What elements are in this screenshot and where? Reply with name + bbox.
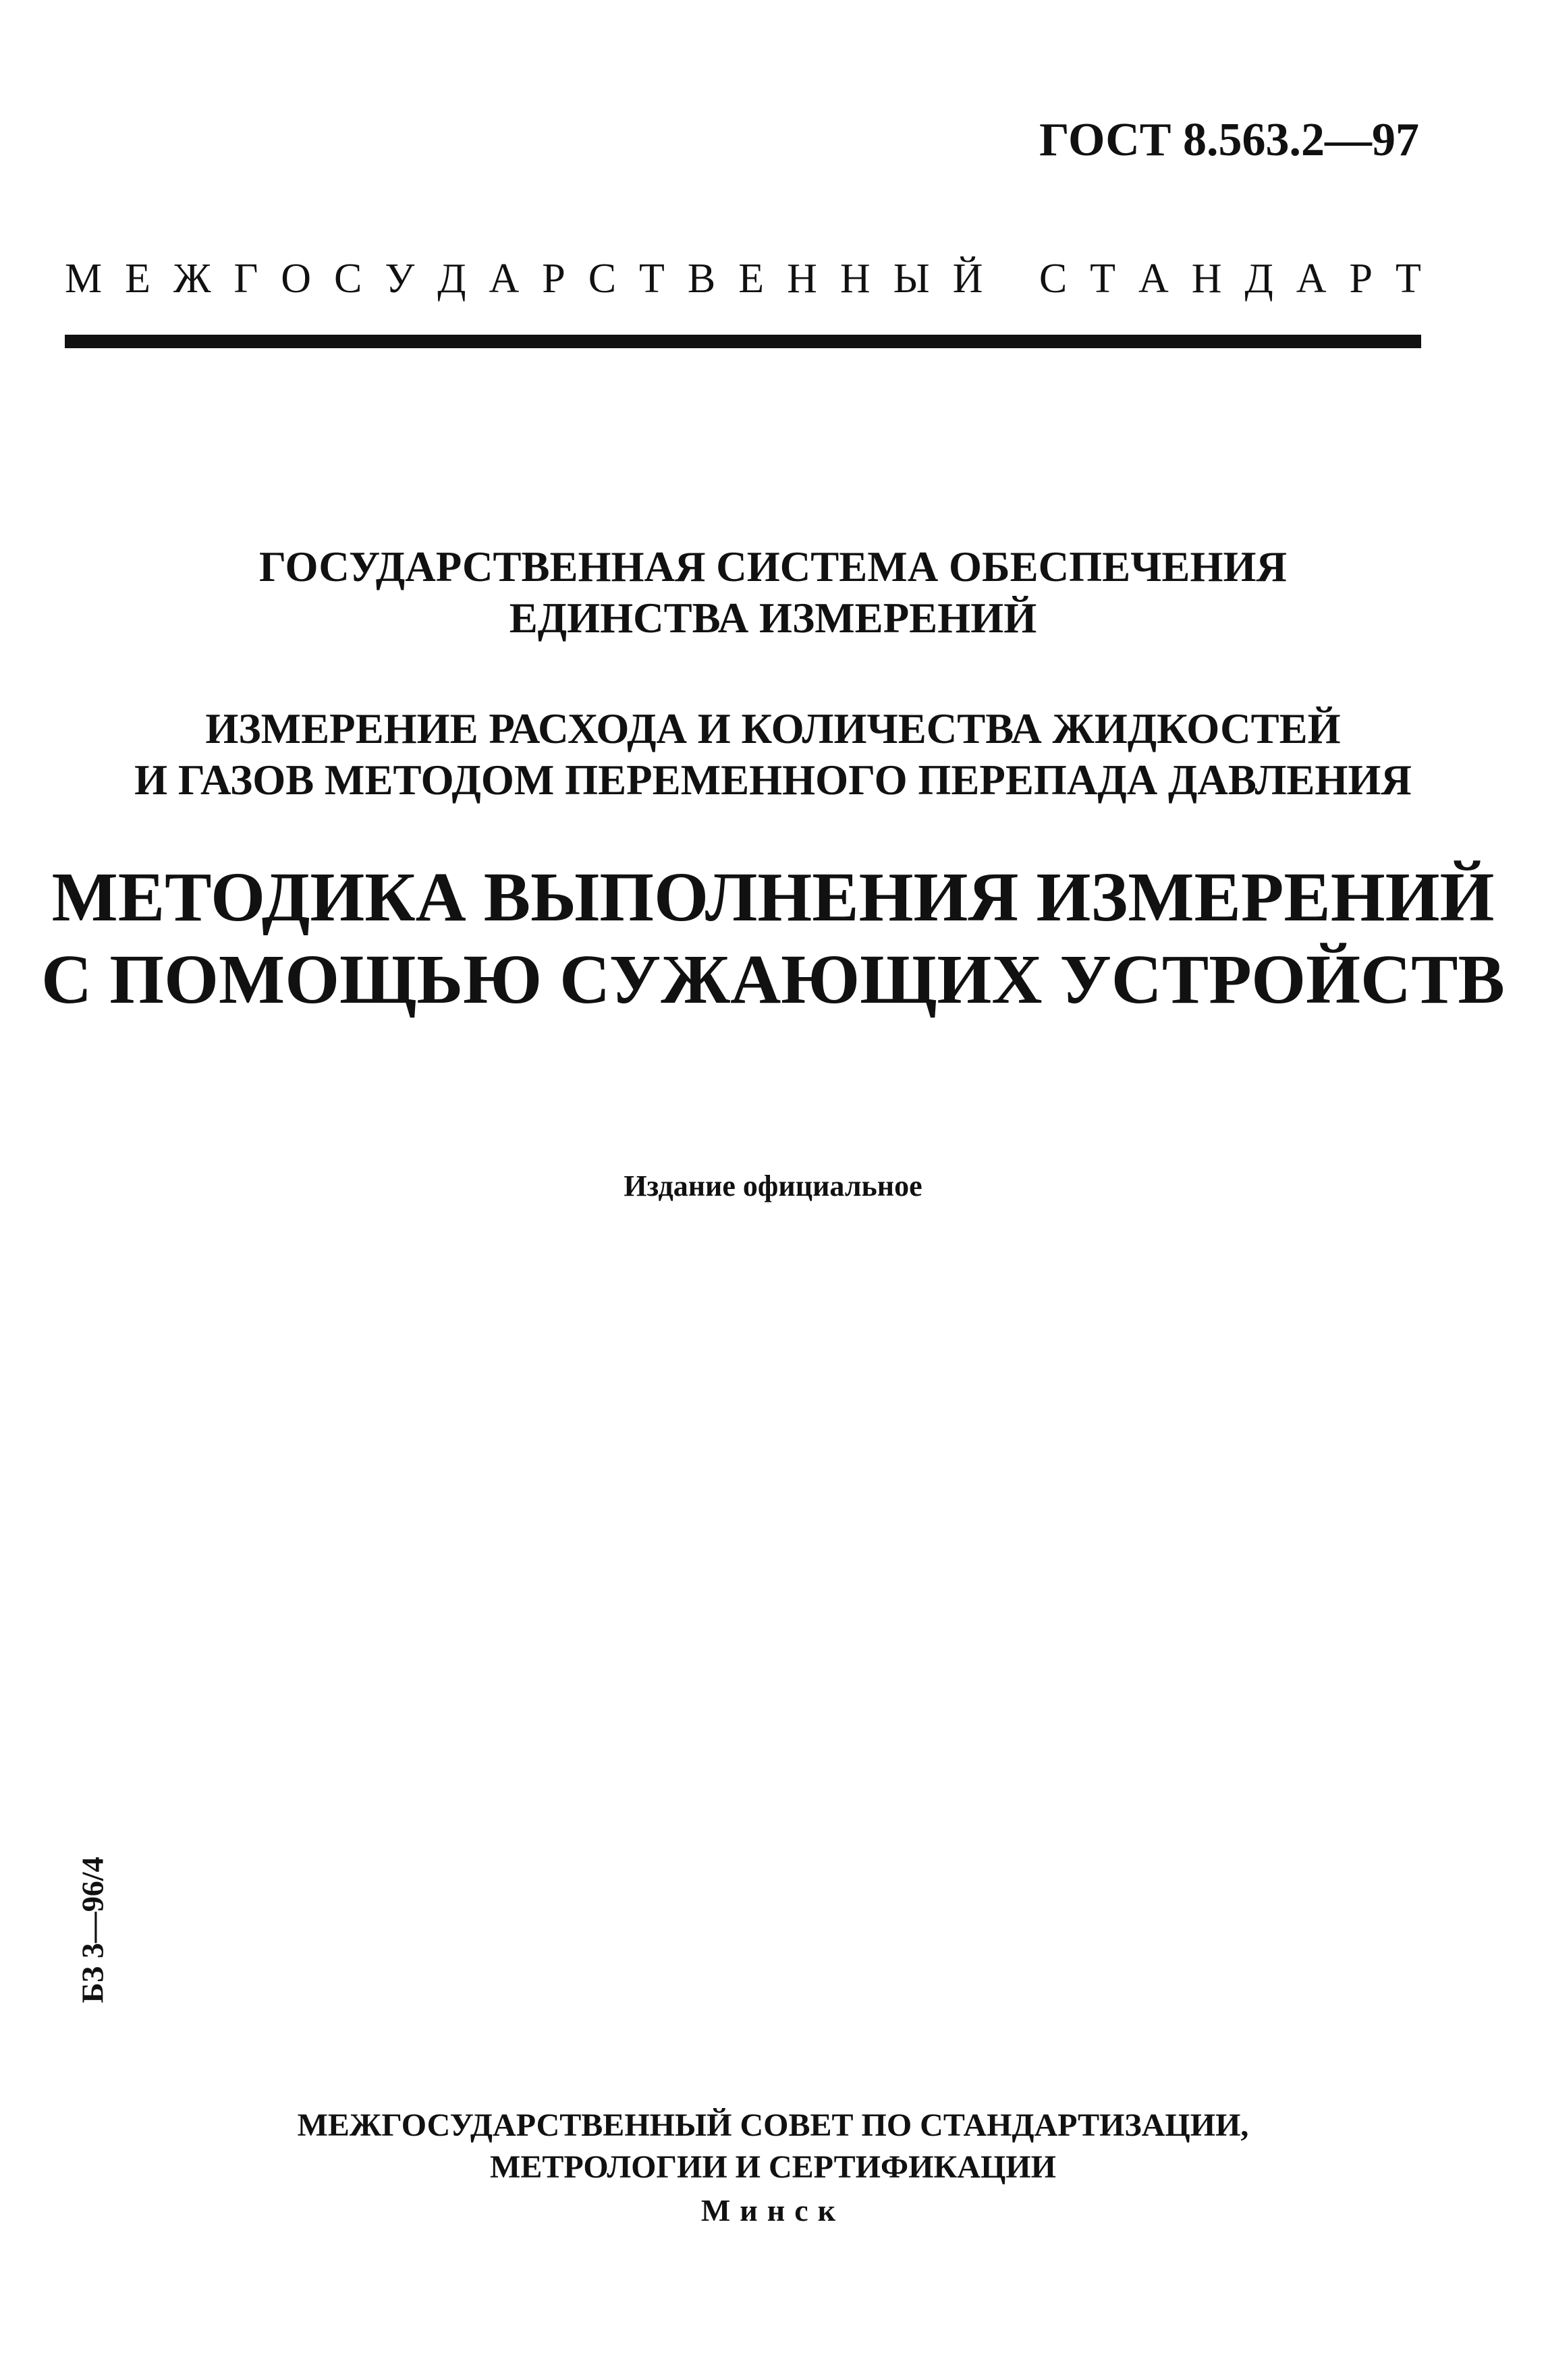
standard-type-letter: Т bbox=[1395, 256, 1421, 302]
publisher-line-2: МЕТРОЛОГИИ И СЕРТИФИКАЦИИ bbox=[490, 2149, 1056, 2185]
standard-type-letter: Р bbox=[1349, 256, 1373, 302]
publisher-city: Минск bbox=[700, 2193, 846, 2227]
standard-type-letter: С bbox=[1039, 256, 1068, 302]
standard-type-letter: С bbox=[334, 256, 362, 302]
standard-type-letter: Д bbox=[1244, 256, 1273, 302]
system-title-line-1: ГОСУДАРСТВЕННАЯ СИСТЕМА ОБЕСПЕЧЕНИЯ bbox=[259, 543, 1287, 590]
standard-type-letter: Т bbox=[1090, 256, 1116, 302]
standard-type-heading bbox=[65, 255, 1421, 303]
standard-type-letter: Н bbox=[1191, 256, 1222, 302]
standard-type-letter: Е bbox=[125, 256, 150, 302]
catalog-code: БЗ 3—96/4 bbox=[75, 1856, 110, 2003]
edition-label: Издание официальное bbox=[624, 1169, 922, 1202]
standard-type-letter: Р bbox=[542, 256, 565, 302]
standard-type-letter: О bbox=[281, 256, 312, 302]
standard-type-letter: Й bbox=[952, 256, 983, 302]
standard-type-letter: Е bbox=[738, 256, 765, 302]
standard-type-letter: Н bbox=[787, 256, 817, 302]
gost-number: ГОСТ 8.563.2—97 bbox=[1039, 114, 1419, 166]
standard-type-letter: М bbox=[65, 256, 103, 302]
publisher-line-1: МЕЖГОСУДАРСТВЕННЫЙ СОВЕТ ПО СТАНДАРТИЗАЦИИ, bbox=[297, 2107, 1249, 2143]
standard-type-word-gap bbox=[1005, 255, 1016, 303]
standard-type-letter: А bbox=[489, 256, 520, 302]
method-title-line-2: С ПОМОЩЬЮ СУЖАЮЩИХ УСТРОЙСТВ bbox=[41, 941, 1505, 1018]
header-divider bbox=[65, 335, 1421, 348]
standard-type-letter: А bbox=[1296, 256, 1327, 302]
standard-type-letter: Т bbox=[639, 256, 665, 302]
system-title-line-2: ЕДИНСТВА ИЗМЕРЕНИЙ bbox=[509, 594, 1037, 642]
standard-type-letter: С bbox=[588, 256, 617, 302]
subject-title-line-1: ИЗМЕРЕНИЕ РАСХОДА И КОЛИЧЕСТВА ЖИДКОСТЕЙ bbox=[205, 705, 1341, 752]
standard-type-letter: А bbox=[1138, 256, 1169, 302]
standard-type-letter: Д bbox=[437, 256, 466, 302]
subject-title-line-2: И ГАЗОВ МЕТОДОМ ПЕРЕМЕННОГО ПЕРЕПАДА ДАВЛЕНИЯ bbox=[134, 756, 1412, 804]
method-title-line-1: МЕТОДИКА ВЫПОЛНЕНИЯ ИЗМЕРЕНИЙ bbox=[51, 858, 1495, 936]
standard-type-letter: Н bbox=[839, 256, 871, 302]
standard-type-letter: У bbox=[385, 256, 415, 302]
standard-type-letter: Ж bbox=[173, 256, 211, 302]
standard-type-letter: Ы bbox=[893, 256, 930, 302]
standard-type-letter: Г bbox=[233, 256, 258, 302]
standard-type-letter: В bbox=[687, 256, 716, 302]
